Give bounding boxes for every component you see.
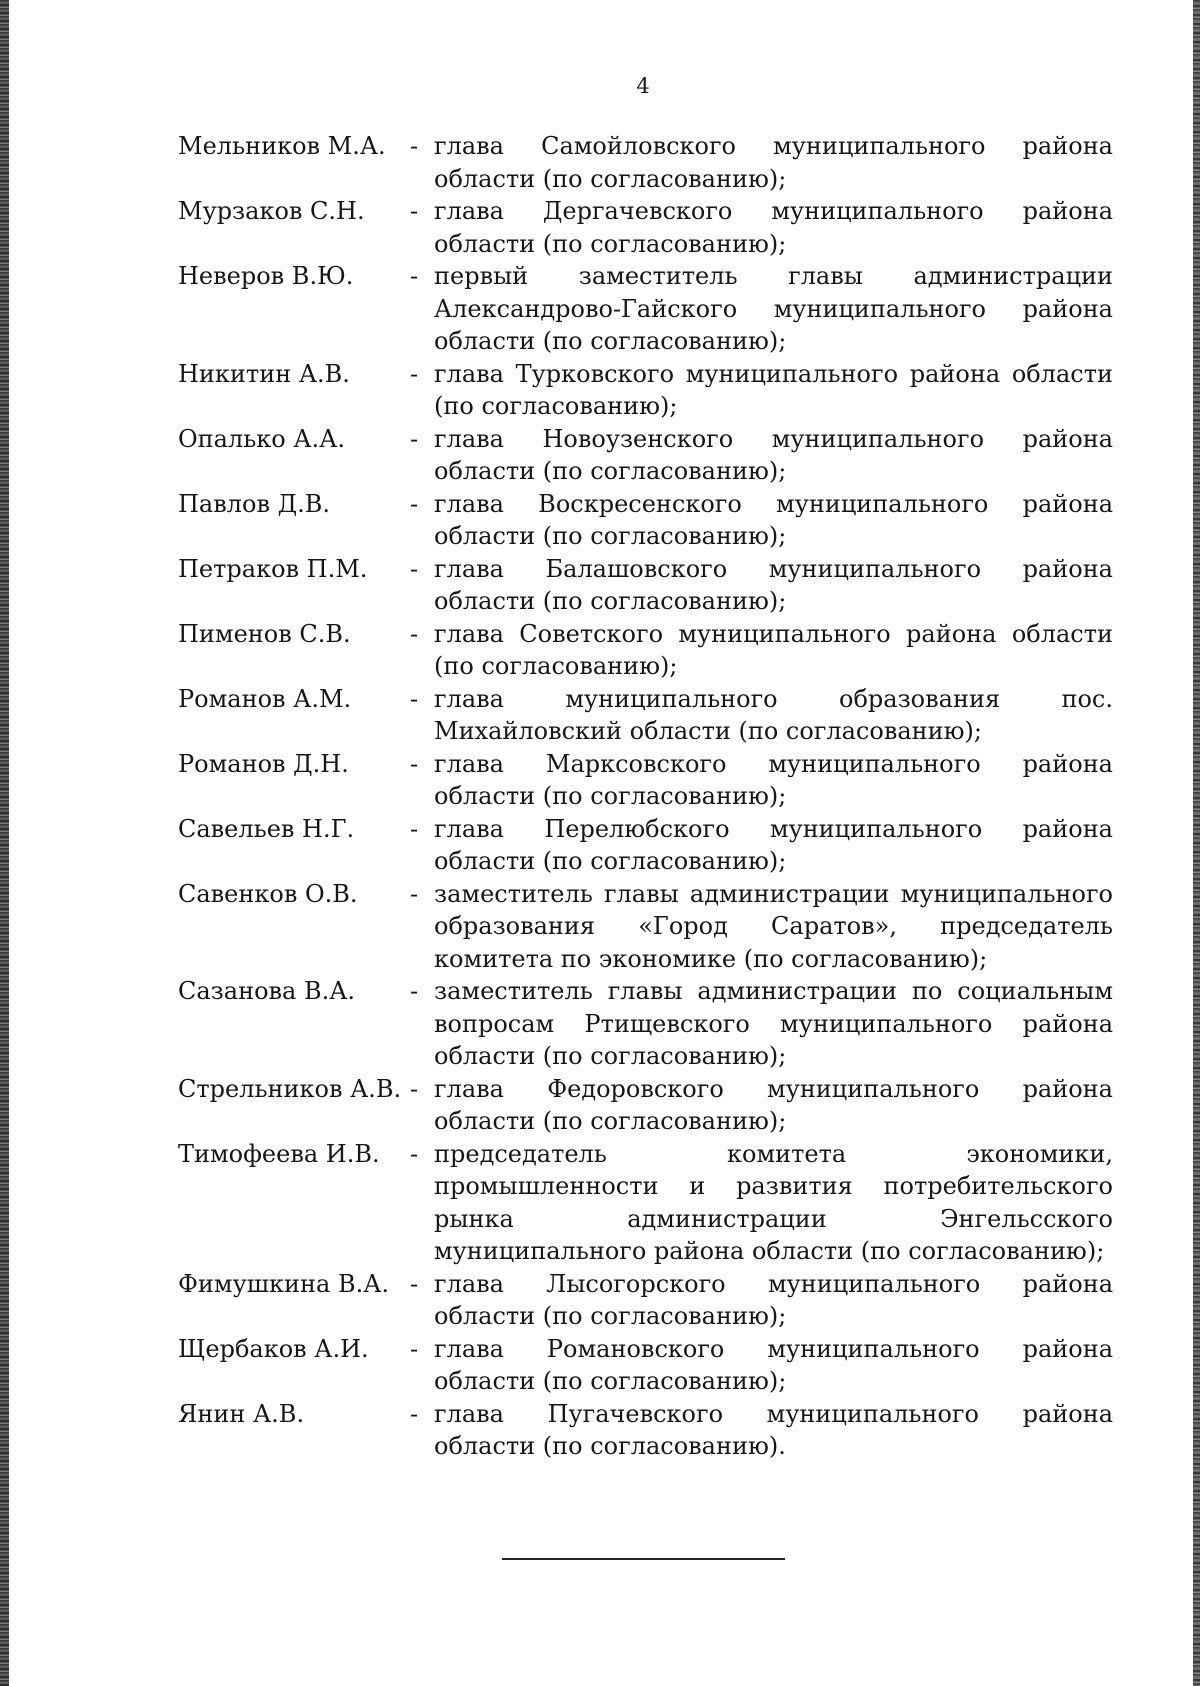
dash: -	[410, 684, 419, 713]
dash: -	[410, 359, 419, 388]
scan-edge-right	[1193, 0, 1200, 1686]
member-description: председатель комитета экономики, промышленности и развития потребительского рынка администрации Энгельсского муниципального района области (по согласованию);	[434, 1139, 1113, 1265]
member-description: глава Воскресенского муниципального района области (по согласованию);	[434, 489, 1113, 550]
member-name: Опалько А.А.	[178, 424, 345, 453]
member-description: глава Перелюбского муниципального района области (по согласованию);	[434, 814, 1113, 875]
member-description: глава муниципального образования пос. Михайловский области (по согласованию);	[434, 684, 1113, 745]
dash: -	[410, 489, 419, 518]
member-description: глава Советского муниципального района области (по согласованию);	[434, 619, 1113, 680]
list-item	[178, 975, 1113, 1073]
list-item	[178, 1268, 1113, 1333]
member-name: Никитин А.В.	[178, 359, 350, 388]
dash: -	[410, 1139, 419, 1168]
member-description: глава Пугачевского муниципального района области (по согласованию).	[434, 1399, 1113, 1460]
member-name: Щербаков А.И.	[178, 1334, 369, 1363]
dash: -	[410, 814, 419, 843]
dash: -	[410, 554, 419, 583]
list-item	[178, 488, 1113, 553]
list-item	[178, 618, 1113, 683]
scan-edge-left	[0, 0, 9, 1686]
member-description: глава Дергачевского муниципального района области (по согласованию);	[434, 197, 1113, 258]
member-description: глава Лысогорского муниципального района области (по согласованию);	[434, 1269, 1113, 1330]
list-item	[178, 130, 1113, 195]
list-item	[178, 878, 1113, 976]
dash: -	[410, 749, 419, 778]
member-name: Петраков П.М.	[178, 554, 368, 583]
dash: -	[410, 197, 419, 225]
dash: -	[410, 1334, 419, 1363]
member-description: глава Балашовского муниципального района области (по согласованию);	[434, 554, 1113, 615]
member-name: Янин А.В.	[178, 1399, 305, 1428]
list-item	[178, 1138, 1113, 1268]
member-name: Романов Д.Н.	[178, 749, 349, 778]
member-description: глава Марксовского муниципального района области (по согласованию);	[434, 749, 1113, 810]
list-item	[178, 683, 1113, 748]
list-item	[178, 358, 1113, 423]
page-number: 4	[636, 74, 650, 98]
dash: -	[410, 977, 419, 1005]
member-name: Стрельников А.В.	[178, 1074, 402, 1103]
list-item	[178, 1398, 1113, 1463]
member-name: Мельников М.А.	[178, 132, 386, 160]
list-item	[178, 195, 1113, 260]
member-name: Неверов В.Ю.	[178, 262, 354, 290]
member-name: Пименов С.В.	[178, 619, 351, 648]
member-description: глава Романовского муниципального района области (по согласованию);	[434, 1334, 1113, 1395]
dash: -	[410, 619, 419, 648]
member-description: глава Новоузенского муниципального района области (по согласованию);	[434, 424, 1113, 485]
list-item	[178, 748, 1113, 813]
closing-rule	[502, 1558, 785, 1560]
list-item	[178, 423, 1113, 488]
dash: -	[410, 1269, 419, 1298]
members-list	[178, 130, 1113, 1463]
member-description: заместитель главы администрации муниципального образования «Город Саратов», председатель комитета по экономике (по согласованию);	[434, 879, 1113, 973]
member-name: Павлов Д.В.	[178, 489, 330, 518]
member-description: первый заместитель главы администрации Александрово-Гайского муниципального района области (по согласованию);	[434, 262, 1113, 355]
member-name: Савельев Н.Г.	[178, 814, 355, 843]
member-name: Сазанова В.А.	[178, 977, 356, 1005]
member-description: глава Федоровского муниципального района области (по согласованию);	[434, 1074, 1113, 1135]
dash: -	[410, 132, 419, 160]
member-name: Фимушкина В.А.	[178, 1269, 390, 1298]
list-item	[178, 813, 1113, 878]
member-name: Романов А.М.	[178, 684, 352, 713]
member-description: глава Самойловского муниципального района области (по согласованию);	[434, 132, 1113, 193]
member-name: Тимофеева И.В.	[178, 1139, 380, 1168]
list-item	[178, 260, 1113, 358]
list-item	[178, 1333, 1113, 1398]
member-description: глава Турковского муниципального района области (по согласованию);	[434, 359, 1113, 420]
member-description: заместитель главы администрации по социальным вопросам Ртищевского муниципального района области (по согласованию);	[434, 977, 1113, 1070]
dash: -	[410, 262, 419, 290]
list-item	[178, 1073, 1113, 1138]
member-name: Савенков О.В.	[178, 879, 358, 908]
member-name: Мурзаков С.Н.	[178, 197, 365, 225]
dash: -	[410, 1074, 419, 1103]
dash: -	[410, 879, 419, 908]
dash: -	[410, 1399, 419, 1428]
list-item	[178, 553, 1113, 618]
dash: -	[410, 424, 419, 453]
